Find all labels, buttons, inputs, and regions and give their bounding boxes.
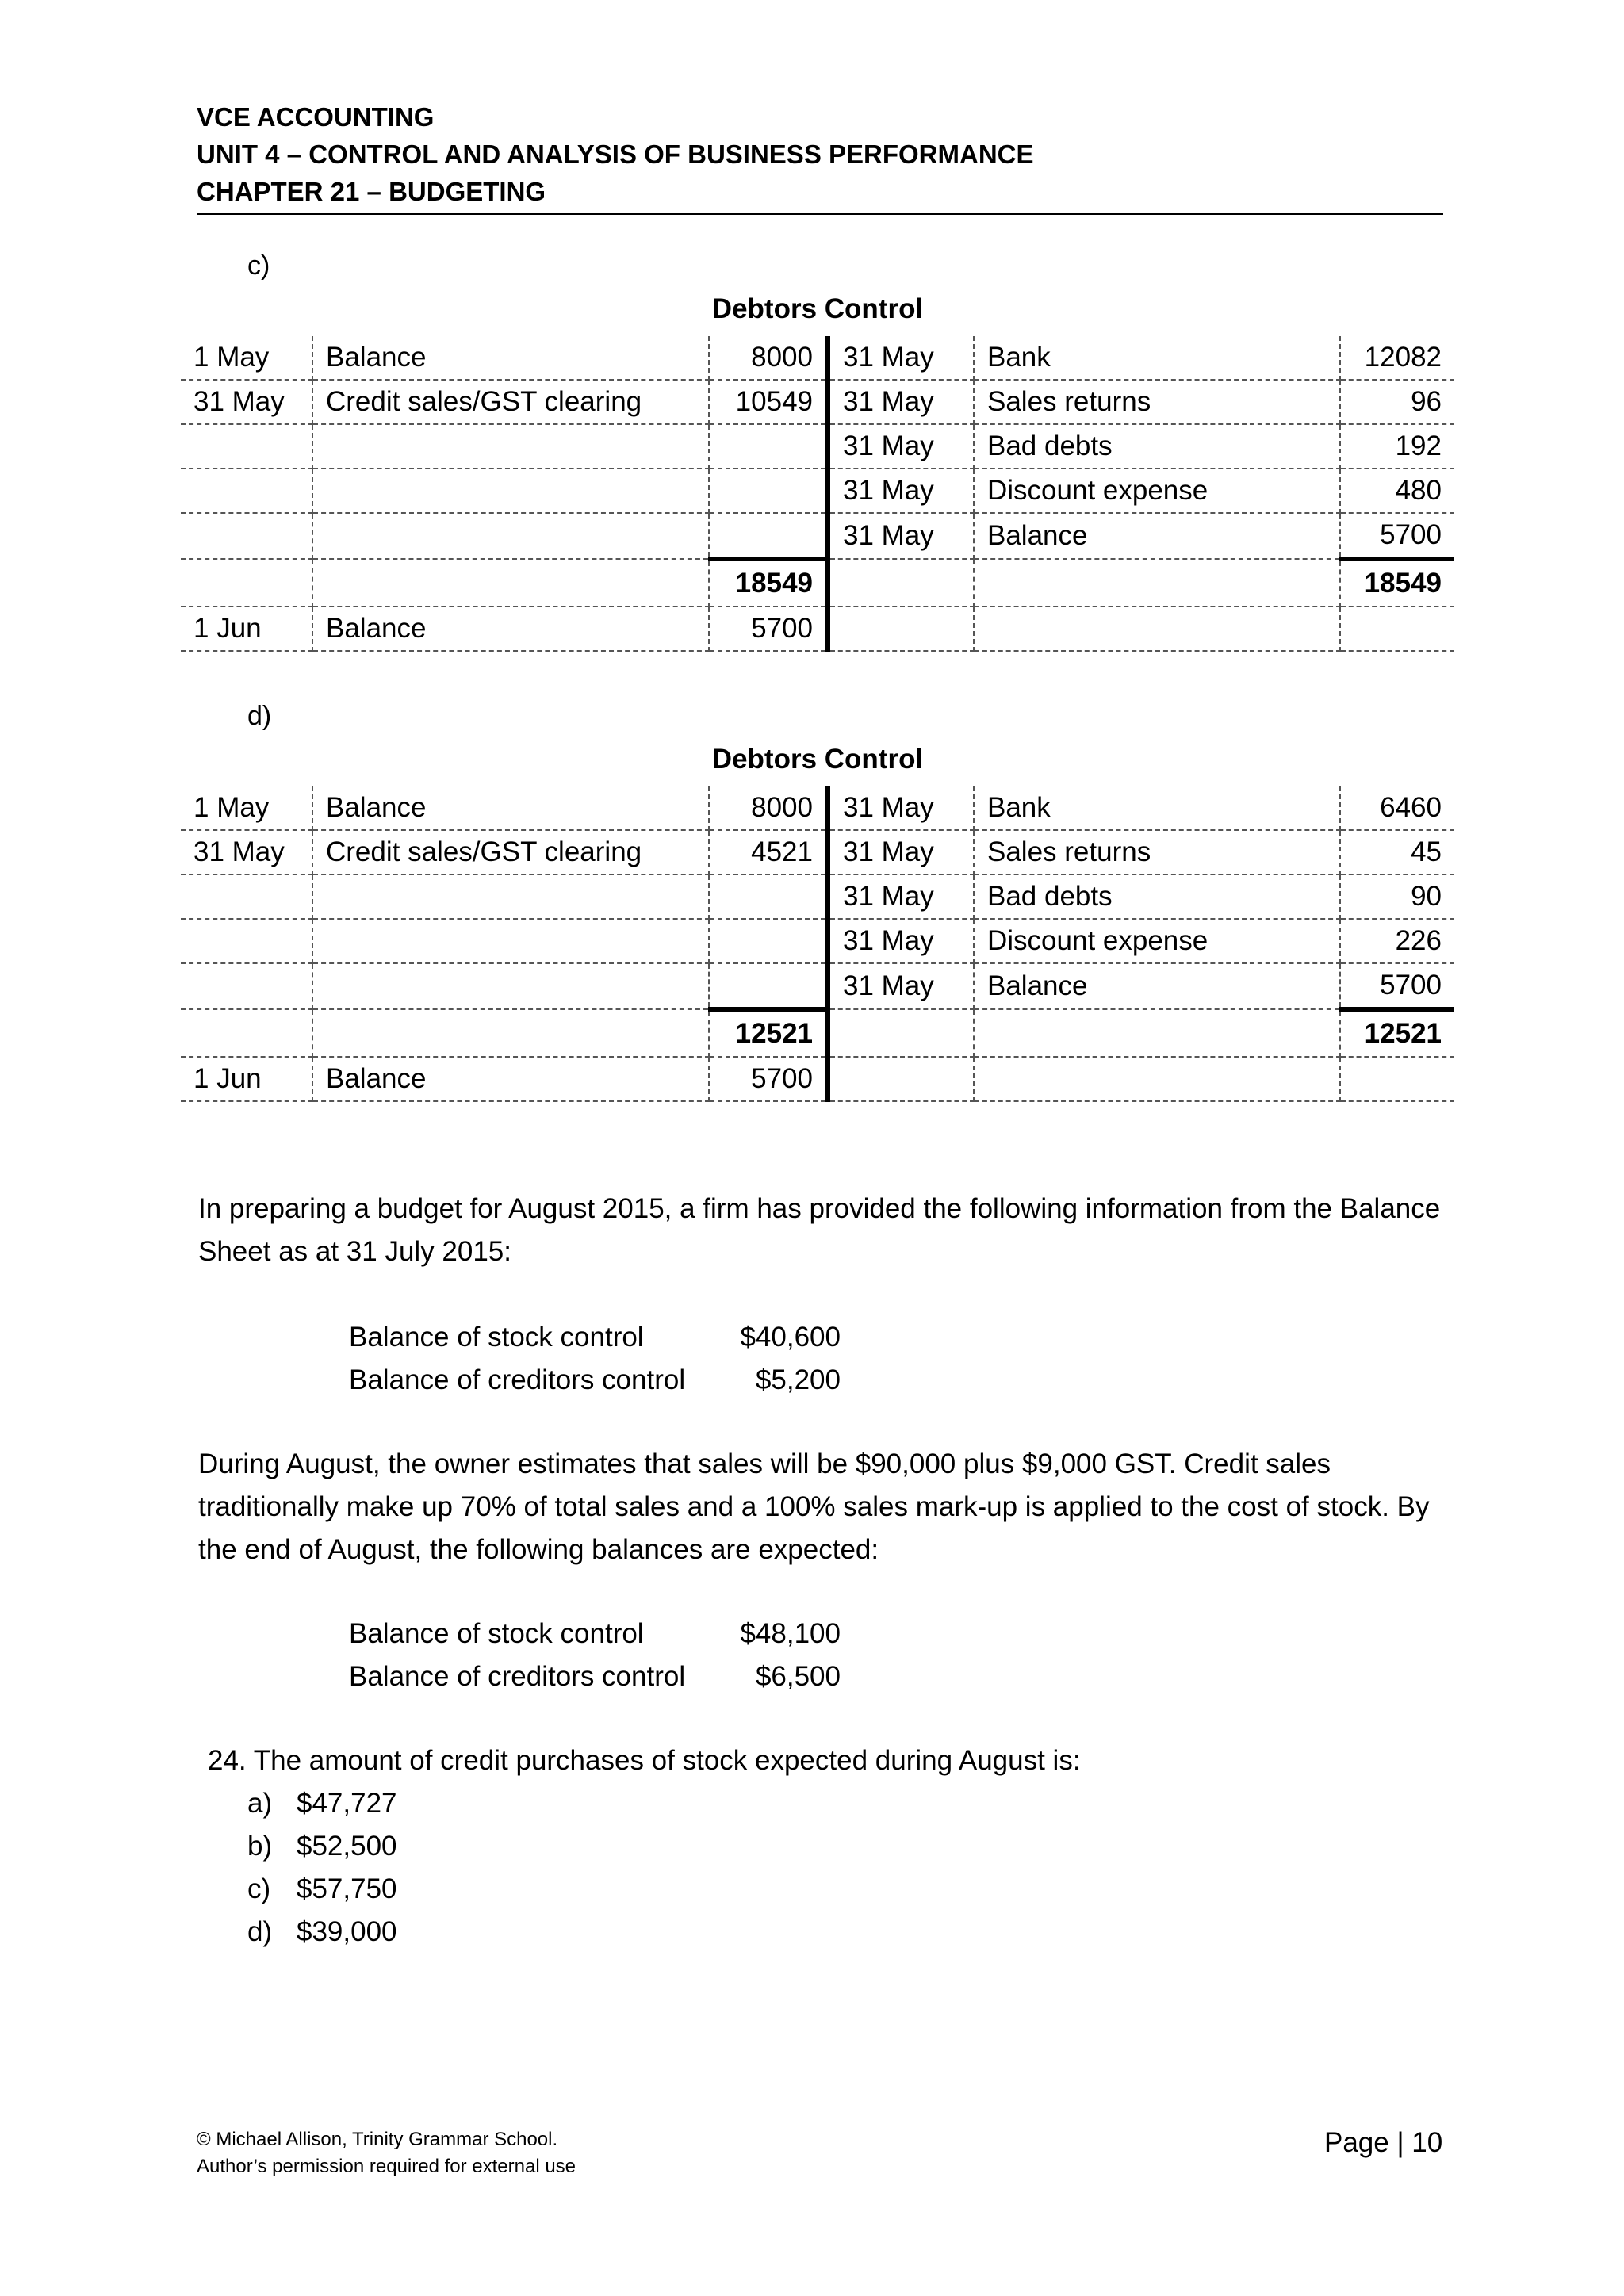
dr-amount-cell bbox=[709, 424, 828, 469]
cr-amount-cell: 6460 bbox=[1340, 786, 1454, 830]
option-a[interactable] bbox=[247, 1782, 397, 1825]
dr-desc-cell bbox=[312, 874, 709, 919]
dr-desc-cell bbox=[312, 559, 709, 607]
question-options bbox=[247, 1782, 397, 1954]
dr-desc-cell: Balance bbox=[312, 607, 709, 651]
intro-paragraph: In preparing a budget for August 2015, a firm has provided the following information from the Balance Sheet as at 31 July 2015: bbox=[198, 1193, 1441, 1267]
cr-desc-cell: Sales returns bbox=[974, 830, 1340, 874]
balance-label: Balance of creditors control bbox=[349, 1661, 686, 1692]
cr-desc-cell: Sales returns bbox=[974, 380, 1340, 424]
balance-row bbox=[349, 1655, 841, 1698]
cr-amount-cell: 12082 bbox=[1340, 336, 1454, 380]
footer-line: Author’s permission required for external use bbox=[197, 2156, 576, 2177]
dr-amount-cell: 8000 bbox=[709, 336, 828, 380]
option-letter: c) bbox=[247, 1873, 271, 1904]
cr-desc-cell: Bank bbox=[974, 786, 1340, 830]
ledger-closing-row bbox=[181, 1057, 1454, 1101]
balance-label: Balance of stock control bbox=[349, 1322, 644, 1353]
question-24 bbox=[208, 1739, 1081, 1782]
balance-label: Balance of stock control bbox=[349, 1618, 644, 1649]
dr-date-cell: 1 Jun bbox=[181, 1057, 312, 1101]
cr-date-cell: 31 May bbox=[828, 380, 974, 424]
ledger-total-row bbox=[181, 1009, 1454, 1057]
dr-desc-cell: Credit sales/GST clearing bbox=[312, 830, 709, 874]
cr-date-cell: 31 May bbox=[828, 874, 974, 919]
ledger-c-table bbox=[181, 336, 1454, 652]
ledger-row bbox=[181, 874, 1454, 919]
part-c-label: c) bbox=[247, 251, 270, 281]
dr-amount-cell: 18549 bbox=[709, 559, 828, 607]
dr-date-cell bbox=[181, 919, 312, 963]
cr-date-cell bbox=[828, 559, 974, 607]
cr-desc-cell: Bank bbox=[974, 336, 1340, 380]
ledger-row bbox=[181, 963, 1454, 1009]
ledger-row bbox=[181, 380, 1454, 424]
part-d-label: d) bbox=[247, 701, 272, 731]
ledger-total-row bbox=[181, 559, 1454, 607]
dr-amount-cell: 10549 bbox=[709, 380, 828, 424]
option-text: $47,727 bbox=[297, 1788, 397, 1819]
cr-date-cell: 31 May bbox=[828, 919, 974, 963]
dr-desc-cell bbox=[312, 963, 709, 1009]
option-d[interactable] bbox=[247, 1911, 397, 1954]
dr-desc-cell: Balance bbox=[312, 336, 709, 380]
header-chapter: CHAPTER 21 – BUDGETING bbox=[197, 177, 546, 206]
dr-date-cell bbox=[181, 424, 312, 469]
dr-amount-cell bbox=[709, 919, 828, 963]
footer-line: © Michael Allison, Trinity Grammar School. bbox=[197, 2129, 558, 2150]
dr-desc-cell bbox=[312, 919, 709, 963]
footer-copyright bbox=[197, 2126, 576, 2180]
question-number: 24. bbox=[208, 1745, 247, 1776]
cr-date-cell bbox=[828, 1009, 974, 1057]
dr-date-cell: 1 May bbox=[181, 786, 312, 830]
cr-amount-cell: 90 bbox=[1340, 874, 1454, 919]
balance-value: $6,500 bbox=[755, 1661, 841, 1692]
balance-value: $5,200 bbox=[755, 1364, 841, 1395]
cr-amount-cell: 480 bbox=[1340, 469, 1454, 513]
dr-desc-cell bbox=[312, 424, 709, 469]
ledger-row bbox=[181, 919, 1454, 963]
dr-desc-cell: Credit sales/GST clearing bbox=[312, 380, 709, 424]
cr-date-cell: 31 May bbox=[828, 336, 974, 380]
option-text: $57,750 bbox=[297, 1873, 397, 1904]
cr-desc-cell bbox=[974, 1009, 1340, 1057]
cr-desc-cell bbox=[974, 1057, 1340, 1101]
ledger-row bbox=[181, 830, 1454, 874]
cr-desc-cell: Bad debts bbox=[974, 874, 1340, 919]
option-text: $52,500 bbox=[297, 1831, 397, 1862]
dr-amount-cell: 5700 bbox=[709, 1057, 828, 1101]
dr-date-cell bbox=[181, 1009, 312, 1057]
cr-date-cell: 31 May bbox=[828, 963, 974, 1009]
balance-row bbox=[349, 1359, 841, 1402]
opening-balances bbox=[349, 1316, 841, 1402]
dr-amount-cell: 5700 bbox=[709, 607, 828, 651]
option-b[interactable] bbox=[247, 1825, 397, 1868]
balance-label: Balance of creditors control bbox=[349, 1364, 686, 1395]
page-number: Page | 10 bbox=[1324, 2127, 1443, 2158]
dr-amount-cell bbox=[709, 963, 828, 1009]
cr-desc-cell: Bad debts bbox=[974, 424, 1340, 469]
cr-amount-cell: 45 bbox=[1340, 830, 1454, 874]
question-text: The amount of credit purchases of stock expected during August is: bbox=[253, 1745, 1081, 1776]
dr-date-cell: 31 May bbox=[181, 380, 312, 424]
cr-date-cell bbox=[828, 1057, 974, 1101]
cr-date-cell: 31 May bbox=[828, 424, 974, 469]
ledger-row bbox=[181, 336, 1454, 380]
dr-amount-cell: 12521 bbox=[709, 1009, 828, 1057]
balance-value: $40,600 bbox=[740, 1322, 841, 1353]
header-unit: UNIT 4 – CONTROL AND ANALYSIS OF BUSINESS PERFORMANCE bbox=[197, 140, 1034, 169]
dr-date-cell bbox=[181, 963, 312, 1009]
option-letter: d) bbox=[247, 1916, 273, 1947]
cr-amount-cell: 12521 bbox=[1340, 1009, 1454, 1057]
dr-desc-cell: Balance bbox=[312, 786, 709, 830]
cr-amount-cell bbox=[1340, 1057, 1454, 1101]
ledger-row bbox=[181, 513, 1454, 559]
balance-value: $48,100 bbox=[740, 1618, 841, 1649]
cr-date-cell: 31 May bbox=[828, 830, 974, 874]
option-c[interactable] bbox=[247, 1868, 397, 1911]
cr-amount-cell: 96 bbox=[1340, 380, 1454, 424]
dr-date-cell bbox=[181, 874, 312, 919]
ledger-d-title: Debtors Control bbox=[711, 744, 924, 775]
august-paragraph: During August, the owner estimates that sales will be $90,000 plus $9,000 GST. Credit sales traditionally make up 70% of total sales and a 100% sales mark-up is applied to the cost of stock. By the end of August, the following balances are expected: bbox=[198, 1448, 1430, 1565]
ledger-c-title: Debtors Control bbox=[711, 293, 924, 324]
cr-amount-cell: 5700 bbox=[1340, 963, 1454, 1009]
option-letter: a) bbox=[247, 1788, 273, 1819]
dr-desc-cell bbox=[312, 513, 709, 559]
cr-desc-cell: Discount expense bbox=[974, 469, 1340, 513]
dr-amount-cell bbox=[709, 874, 828, 919]
cr-amount-cell: 226 bbox=[1340, 919, 1454, 963]
dr-date-cell: 1 Jun bbox=[181, 607, 312, 651]
cr-desc-cell: Balance bbox=[974, 963, 1340, 1009]
ledger-row bbox=[181, 786, 1454, 830]
dr-desc-cell bbox=[312, 1009, 709, 1057]
cr-desc-cell bbox=[974, 607, 1340, 651]
cr-date-cell: 31 May bbox=[828, 469, 974, 513]
cr-amount-cell: 192 bbox=[1340, 424, 1454, 469]
cr-desc-cell: Balance bbox=[974, 513, 1340, 559]
ledger-row bbox=[181, 424, 1454, 469]
ledger-closing-row bbox=[181, 607, 1454, 651]
cr-desc-cell bbox=[974, 559, 1340, 607]
cr-amount-cell: 18549 bbox=[1340, 559, 1454, 607]
dr-desc-cell: Balance bbox=[312, 1057, 709, 1101]
header-course: VCE ACCOUNTING bbox=[197, 102, 435, 132]
cr-amount-cell bbox=[1340, 607, 1454, 651]
cr-date-cell: 31 May bbox=[828, 786, 974, 830]
option-letter: b) bbox=[247, 1831, 273, 1862]
cr-date-cell bbox=[828, 607, 974, 651]
ledger-row bbox=[181, 469, 1454, 513]
cr-date-cell: 31 May bbox=[828, 513, 974, 559]
dr-date-cell bbox=[181, 469, 312, 513]
closing-balances bbox=[349, 1613, 841, 1698]
page-header bbox=[197, 98, 1443, 215]
dr-amount-cell bbox=[709, 513, 828, 559]
balance-row bbox=[349, 1316, 841, 1359]
dr-date-cell: 1 May bbox=[181, 336, 312, 380]
balance-row bbox=[349, 1613, 841, 1655]
option-text: $39,000 bbox=[297, 1916, 397, 1947]
dr-desc-cell bbox=[312, 469, 709, 513]
cr-desc-cell: Discount expense bbox=[974, 919, 1340, 963]
cr-amount-cell: 5700 bbox=[1340, 513, 1454, 559]
dr-amount-cell: 8000 bbox=[709, 786, 828, 830]
dr-amount-cell: 4521 bbox=[709, 830, 828, 874]
dr-date-cell bbox=[181, 513, 312, 559]
dr-date-cell: 31 May bbox=[181, 830, 312, 874]
dr-amount-cell bbox=[709, 469, 828, 513]
ledger-d-table bbox=[181, 786, 1454, 1102]
dr-date-cell bbox=[181, 559, 312, 607]
